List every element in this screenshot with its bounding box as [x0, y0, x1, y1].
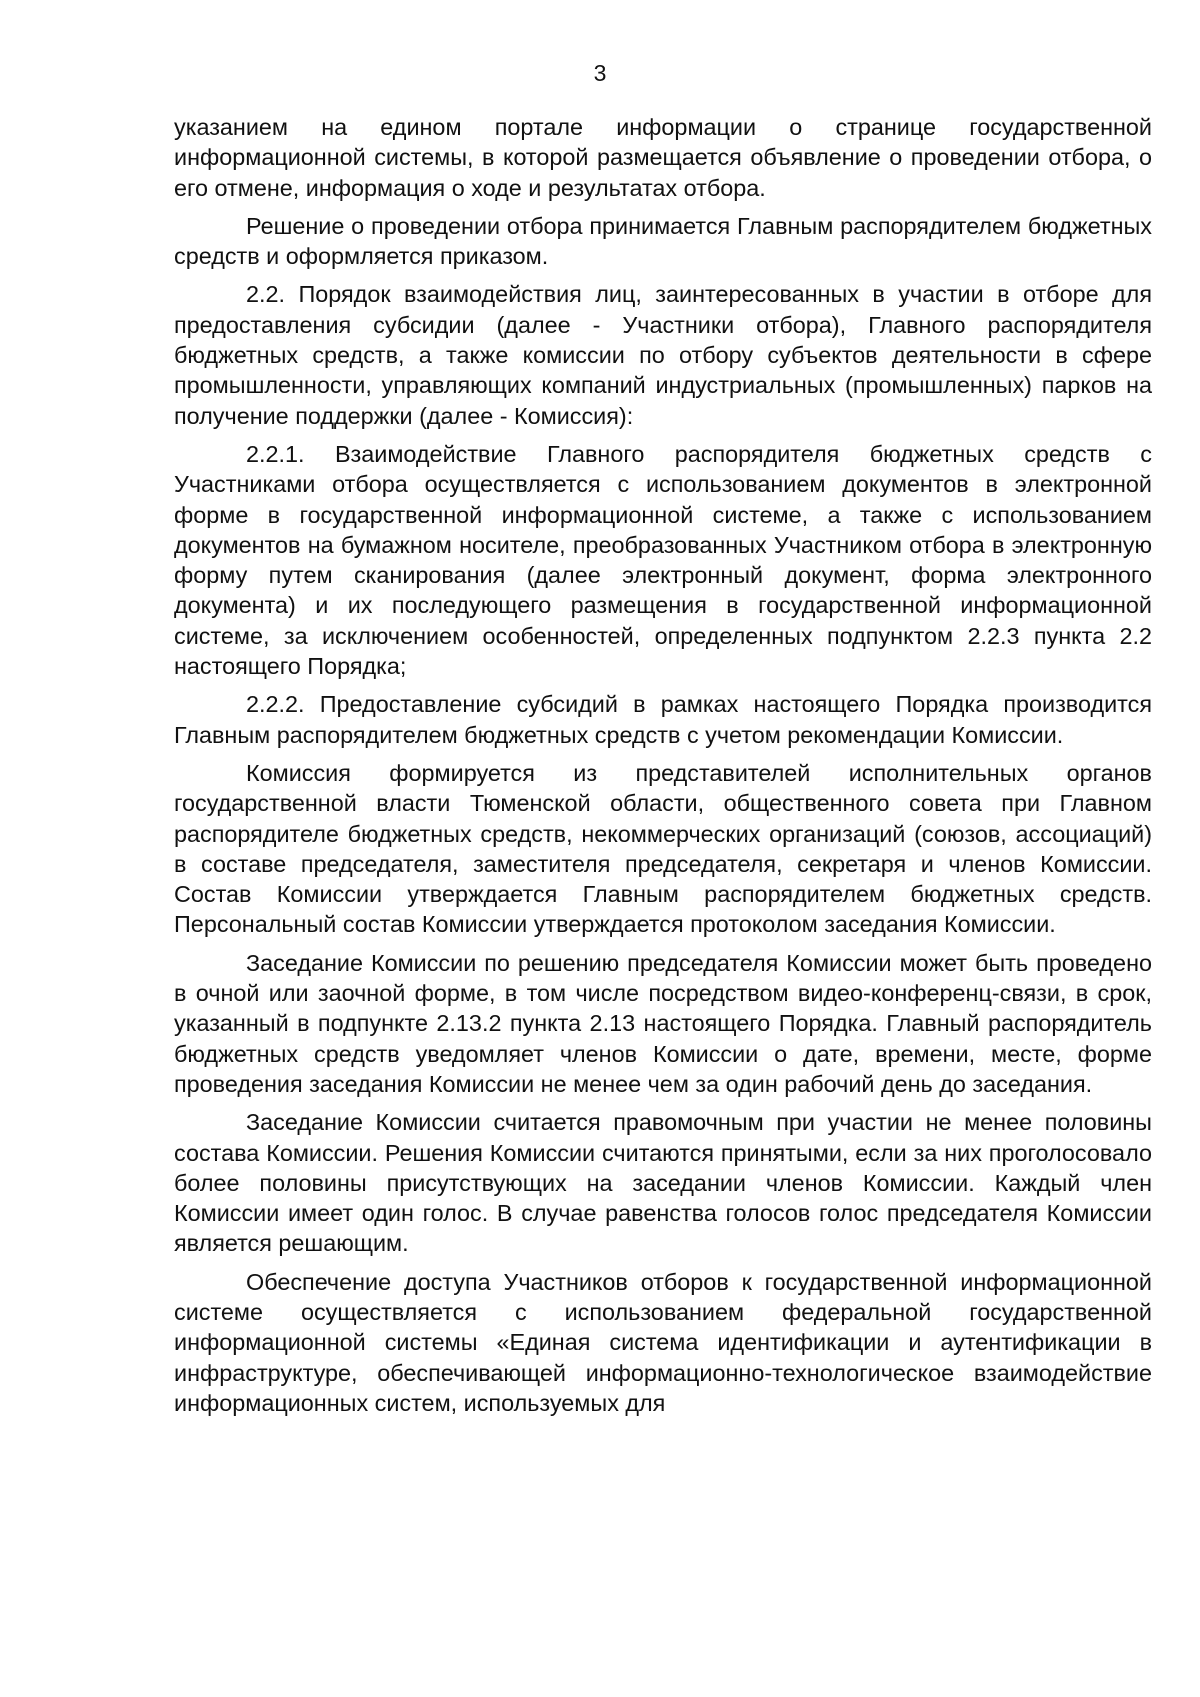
paragraph-continuation: указанием на едином портале информации о странице государственной информационной системы, в которой размещается объявление о проведении отбора, о его отмене, информация о ходе и результатах отбора.	[174, 114, 1152, 201]
paragraph-2-2-2: 2.2.2. Предоставление субсидий в рамках настоящего Порядка производится Главным распорядителем бюджетных средств с учетом рекомендации Комиссии.	[174, 691, 1152, 748]
paragraph-system-access: Обеспечение доступа Участников отборов к государственной информационной системе осуществляется с использованием федеральной государственной информационной системы «Единая система идентификации и аутентификации в инфраструктуре, обеспечивающей информационно-технологическое взаимодействие информационных систем, используемых для	[174, 1268, 1152, 1416]
paragraph-2-2-1: 2.2.1. Взаимодействие Главного распорядителя бюджетных средств с Участниками отбора осуществляется с использованием документов в электронной форме в государственной информационной системе, а также с использованием документов на бумажном носителе, преобразованных Участником отбора в электронную форму путем сканирования (далее электронный документ, форма электронного документа) и их последующего размещения в государственной информационной системе, за исключением особенностей, определенных подпунктом 2.2.3 пункта 2.2 настоящего Порядка;	[174, 440, 1152, 680]
document-body	[174, 112, 1152, 1426]
page-number: 3	[593, 60, 607, 86]
paragraph-2-2: 2.2. Порядок взаимодействия лиц, заинтересованных в участии в отборе для предоставления субсидии (далее - Участники отбора), Главного распорядителя бюджетных средств, а также комиссии по отбору субъектов деятельности в сфере промышленности, управляющих компаний индустриальных (промышленных) парков на получение поддержки (далее - Комиссия):	[174, 281, 1152, 429]
paragraph-commission-meeting: Заседание Комиссии по решению председателя Комиссии может быть проведено в очной или заочной форме, в том числе посредством видео-конференц-связи, в срок, указанный в подпункте 2.13.2 пункта 2.13 настоящего Порядка. Главный распорядитель бюджетных средств уведомляет членов Комиссии о дате, времени, месте, форме проведения заседания Комиссии не менее чем за один рабочий день до заседания.	[174, 949, 1152, 1097]
paragraph-decision: Решение о проведении отбора принимается Главным распорядителем бюджетных средств и оформляется приказом.	[174, 212, 1152, 270]
paragraph-commission-quorum: Заседание Комиссии считается правомочным при участии не менее половины состава Комиссии. Решения Комиссии считаются принятыми, если за них проголосовало более половины присутствующих на заседании членов Комиссии. Каждый член Комиссии имеет один голос. В случае равенства голосов голос председателя Комиссии является решающим.	[174, 1109, 1152, 1257]
paragraph-commission-composition: Комиссия формируется из представителей исполнительных органов государственной власти Тюменской области, общественного совета при Главном распорядителе бюджетных средств, некоммерческих организаций (союзов, ассоциаций) в составе председателя, заместителя председателя, секретаря и членов Комиссии. Состав Комиссии утверждается Главным распорядителем бюджетных средств. Персональный состав Комиссии утверждается протоколом заседания Комиссии.	[174, 759, 1152, 938]
